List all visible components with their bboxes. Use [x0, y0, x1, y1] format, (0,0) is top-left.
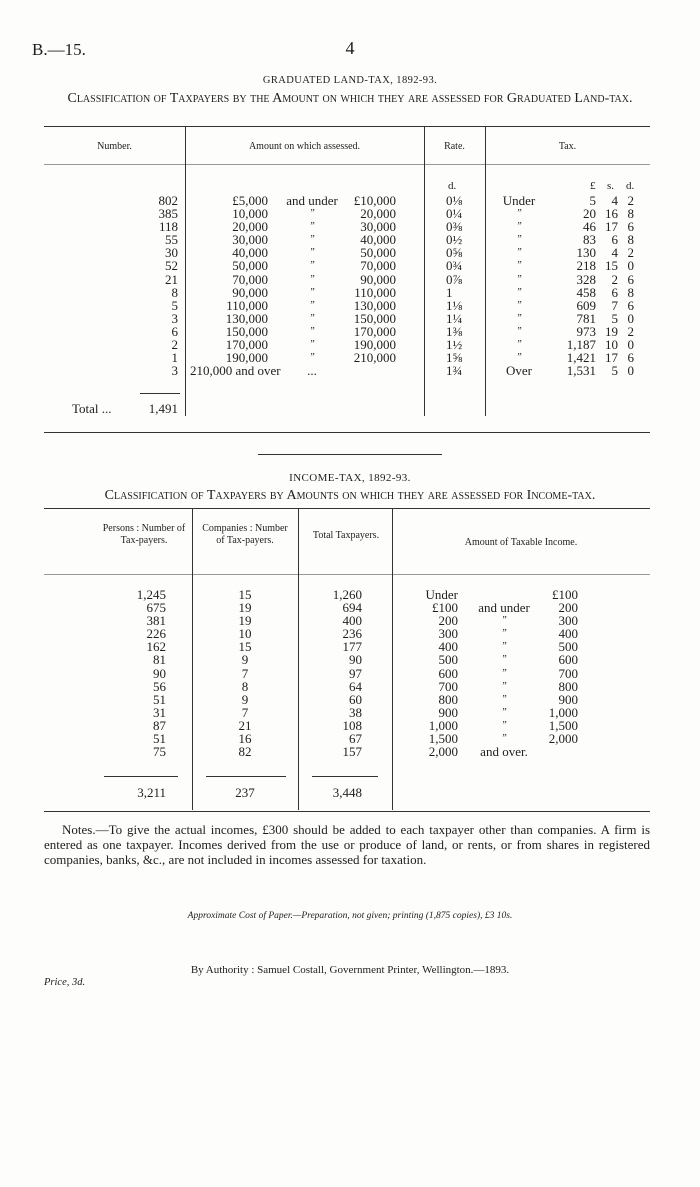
income-mid-cell: ”: [501, 615, 507, 627]
land-amount-to-cell: 110,000: [354, 284, 396, 300]
land-tax-shillings-cell: 5: [611, 310, 618, 326]
income-from-cell: 600: [438, 665, 458, 681]
land-tax-pounds-cell: 973: [576, 323, 596, 339]
income-persons-cell: 381: [146, 613, 166, 629]
land-rate-cell: 0⅝: [446, 245, 463, 261]
income-from-cell: £100: [432, 600, 458, 616]
land-amount-from-column: [190, 193, 281, 379]
income-persons-cell: 675: [146, 600, 166, 616]
land-amount-to-cell: [330, 364, 396, 377]
land-col-divider: [185, 126, 186, 416]
income-from-cell: 1,000: [428, 717, 458, 733]
land-amount-mid-cell: ”: [309, 221, 315, 233]
income-sum-persons: 3,211: [137, 785, 166, 800]
land-tax-prefix-cell: ”: [516, 234, 522, 246]
land-rate-cell: 1¾: [446, 363, 463, 379]
income-persons-column: [100, 588, 166, 758]
income-totals-cell: 97: [349, 665, 362, 681]
land-tax-prefix-cell: ”: [516, 339, 522, 351]
land-amount-mid-cell: ”: [309, 208, 315, 220]
land-amount-mid-cell: ”: [309, 247, 315, 259]
land-tax-prefix-cell: ”: [516, 352, 522, 364]
income-to-cell: 300: [558, 613, 578, 629]
income-mid-cell: ”: [501, 719, 507, 731]
land-tax-prefix-cell: ”: [516, 221, 522, 233]
income-totals-cell: 400: [342, 613, 362, 629]
land-tax-prefix-column: [494, 194, 544, 377]
income-companies-column: [220, 588, 270, 758]
land-tax-pounds-column: [548, 194, 596, 377]
income-totals-cell: 108: [342, 717, 362, 733]
income-col-divider: [298, 508, 299, 810]
land-number-cell: 5: [171, 297, 178, 313]
land-tax-prefix-cell: ”: [516, 208, 522, 220]
land-amount-from-cell: 110,000: [226, 297, 268, 313]
income-sum-rule: [104, 776, 178, 777]
land-table-top-rule: [44, 126, 650, 127]
land-number-cell: 52: [165, 258, 178, 274]
income-to-cell: 1,500: [548, 717, 578, 733]
land-tax-prefix-cell: ”: [516, 312, 522, 324]
land-tax-shillings-column: [598, 194, 618, 377]
income-totals-column: [318, 588, 362, 758]
income-persons-cell: 51: [153, 731, 166, 747]
land-tax-shillings-cell: 19: [605, 323, 618, 339]
income-totals-cell: 38: [349, 704, 362, 720]
income-to-cell: £100: [552, 587, 578, 602]
land-number-cell: 1: [171, 350, 178, 366]
land-tax-shillings-cell: 17: [605, 219, 618, 235]
document-reference: B.—15.: [32, 40, 86, 59]
land-amount-mid-cell: ”: [309, 286, 315, 298]
land-rate-cell: 0⅜: [446, 219, 463, 235]
land-rate-cell: 1¼: [446, 310, 463, 326]
section-separator: [258, 454, 442, 455]
land-number-cell: 55: [165, 232, 178, 248]
land-amount-from-cell: 70,000: [232, 271, 268, 287]
income-from-cell: Under: [425, 587, 458, 602]
land-amount-to-cell: 90,000: [360, 271, 396, 287]
income-persons-cell: 87: [153, 717, 166, 733]
land-amount-mid-cell: and under: [286, 193, 338, 208]
income-persons-cell: 51: [153, 691, 166, 707]
land-amount-from-cell: 210,000 and over: [190, 363, 281, 379]
land-amount-from-cell: 40,000: [232, 245, 268, 261]
income-companies-cell: 19: [238, 613, 252, 629]
income-sum-rule: [206, 776, 286, 777]
land-amount-mid-cell: ”: [309, 352, 315, 364]
land-number-cell: 6: [171, 323, 178, 339]
land-amount-mid-cell: ”: [309, 260, 315, 272]
land-amount-from-cell: 170,000: [225, 337, 268, 353]
income-to-cell: 2,000: [548, 731, 578, 747]
land-total-rule: [140, 393, 180, 394]
income-totals-cell: 177: [342, 639, 362, 655]
income-sum-total: 3,448: [332, 785, 362, 800]
land-tax-subtitle: Classification of Taxpayers by the Amount on which they are assessed for Graduated Land-tax.: [67, 91, 633, 106]
income-totals-cell: 90: [349, 652, 362, 668]
land-rate-cell: 0½: [446, 232, 463, 248]
printer-authority: By Authority : Samuel Costall, Government Printer, Wellington.—1893.: [190, 964, 510, 976]
income-tax-title: INCOME-TAX, 1892-93.: [289, 472, 411, 484]
land-amount-from-cell: 190,000: [225, 350, 268, 366]
income-to-cell: 400: [558, 626, 578, 642]
income-table-head-rule: [44, 574, 650, 575]
income-companies-cell: 19: [238, 600, 252, 616]
income-col-divider: [392, 508, 393, 810]
land-tax-pounds-cell: 328: [576, 271, 596, 287]
land-amount-to-cell: 130,000: [353, 297, 396, 313]
income-from-cell: 700: [438, 678, 458, 694]
land-tax-pounds-cell: 1,421: [566, 350, 596, 366]
income-totals-cell: 157: [342, 744, 362, 760]
land-tax-prefix-cell: Over: [506, 363, 532, 379]
income-mid-cell: ”: [501, 628, 507, 640]
price: Price, 3d.: [44, 977, 86, 988]
land-tax-shillings-cell: 17: [605, 350, 618, 366]
land-tax-shillings-cell: 6: [611, 232, 618, 248]
income-companies-cell: 21: [238, 717, 252, 733]
income-totals-cell: 694: [342, 600, 362, 616]
income-header-persons: Persons : Number of Tax-payers.: [102, 523, 186, 546]
income-persons-cell: 226: [146, 626, 166, 642]
land-number-cell: 8: [171, 284, 178, 300]
land-rate-cell: 1: [446, 284, 453, 300]
land-number-cell: 385: [158, 206, 178, 222]
land-number-cell: 2: [171, 337, 178, 353]
income-companies-cell: 7: [241, 704, 249, 720]
land-amount-from-cell: 130,000: [225, 310, 268, 326]
land-tax-pence-cell: 8: [627, 284, 634, 300]
income-persons-cell: 31: [153, 704, 166, 720]
income-from-cell: 900: [438, 704, 458, 720]
land-tax-pence-cell: 8: [627, 206, 634, 222]
income-from-cell: 300: [438, 626, 458, 642]
tax-unit-pence: d.: [626, 180, 635, 192]
income-totals-cell: 236: [342, 626, 362, 642]
page-number: 4: [345, 38, 355, 58]
land-rate-cell: 0⅞: [446, 271, 463, 287]
land-amount-mid-cell: ”: [309, 339, 315, 351]
income-header-companies: Companies : Number of Tax-payers.: [202, 523, 288, 546]
income-totals-cell: 60: [349, 691, 362, 707]
land-tax-title: GRADUATED LAND-TAX, 1892-93.: [262, 75, 438, 86]
land-col-divider: [485, 126, 486, 416]
income-sum-companies: 237: [235, 785, 255, 800]
income-companies-cell: 16: [238, 731, 252, 747]
land-rate-cell: 0¾: [446, 258, 463, 274]
land-amount-to-cell: 170,000: [353, 323, 396, 339]
land-tax-shillings-cell: 6: [611, 284, 618, 300]
rate-unit: d.: [448, 180, 457, 192]
land-amount-from-cell: 30,000: [232, 232, 268, 248]
land-tax-prefix-cell: ”: [516, 286, 522, 298]
land-tax-pounds-cell: 781: [576, 310, 596, 326]
income-mid-cell: ”: [501, 667, 507, 679]
income-tax-subtitle: Classification of Taxpayers by Amounts on which they are assessed for Income-tax.: [104, 488, 596, 503]
land-amount-from-cell: 20,000: [232, 219, 268, 235]
land-tax-pence-cell: 8: [627, 232, 634, 248]
income-companies-cell: 8: [241, 678, 249, 694]
income-companies-cell: 9: [241, 652, 249, 668]
approximate-cost: Approximate Cost of Paper.—Preparation, not given; printing (1,875 copies), £3 10s.: [187, 911, 513, 921]
land-total-label: Total ...: [72, 401, 112, 416]
land-amount-from-cell: £5,000: [232, 193, 268, 208]
income-to-cell: 700: [558, 665, 578, 681]
income-persons-cell: 1,245: [136, 587, 166, 602]
land-total-value: 1,491: [148, 401, 178, 416]
land-tax-pence-cell: 2: [627, 245, 634, 261]
income-totals-cell: 64: [349, 678, 362, 694]
land-col-divider: [424, 126, 425, 416]
income-from-cell: 400: [438, 639, 458, 655]
income-sum-rule: [312, 776, 378, 777]
land-table-bottom-rule: [44, 432, 650, 433]
land-tax-prefix-cell: ”: [516, 273, 522, 285]
land-rate-cell: 0⅛: [446, 193, 463, 208]
land-amount-from-cell: 50,000: [232, 258, 268, 274]
income-companies-cell: 15: [238, 587, 252, 602]
income-to-cell: 500: [558, 639, 578, 655]
income-totals-cell: 1,260: [332, 587, 362, 602]
income-from-cell: 2,000: [428, 744, 458, 760]
land-tax-shillings-cell: 10: [605, 337, 618, 353]
land-tax-shillings-cell: 5: [611, 363, 618, 379]
income-to-cell: 200: [558, 600, 578, 616]
income-from-cell: 200: [438, 613, 458, 629]
income-col-divider: [192, 508, 193, 810]
income-persons-cell: 56: [153, 678, 166, 694]
income-table-top-rule: [44, 508, 650, 509]
land-rate-cell: 1⅜: [446, 323, 463, 339]
land-number-cell: 3: [171, 363, 178, 379]
income-from-cell: 1,500: [428, 731, 458, 747]
land-header-tax: Tax.: [558, 141, 577, 152]
land-number-cell: 21: [165, 271, 178, 287]
land-number-cell: 118: [158, 219, 178, 235]
income-persons-cell: 81: [153, 652, 166, 668]
income-companies-cell: 9: [241, 691, 249, 707]
land-tax-pounds-cell: 458: [576, 284, 596, 300]
income-to-cell: 800: [558, 678, 578, 694]
land-amount-to-cell: 30,000: [360, 219, 396, 235]
land-tax-shillings-cell: 16: [605, 206, 618, 222]
notes-paragraph: Notes.—To give the actual incomes, £300 should be added to each taxpayer other than companies. A firm is entered as one taxpayer. Incomes derived from the use or produce of land, or rents, or from shares in registered companies, banks, &c., are not included in incomes assessed for taxation.: [44, 822, 650, 867]
land-number-cell: 30: [165, 245, 178, 261]
land-tax-pence-cell: 0: [627, 337, 634, 353]
land-tax-pence-cell: 6: [627, 297, 634, 313]
income-companies-cell: 82: [238, 744, 252, 760]
land-tax-pence-column: [620, 194, 634, 377]
land-tax-prefix-cell: Under: [502, 193, 536, 208]
land-amount-from-cell: 10,000: [232, 206, 268, 222]
land-header-number: Number.: [97, 141, 132, 152]
land-tax-shillings-cell: 15: [605, 258, 618, 274]
land-amount-to-cell: 210,000: [353, 350, 396, 366]
land-tax-pounds-cell: 218: [576, 258, 596, 274]
income-companies-cell: 10: [238, 626, 252, 642]
land-tax-pence-cell: 6: [627, 271, 634, 287]
income-mid-cell: ”: [501, 693, 507, 705]
land-amount-to-cell: £10,000: [353, 193, 396, 208]
income-mid-cell: ”: [501, 733, 507, 745]
land-amount-to-column: [330, 194, 396, 377]
income-to-cell: 600: [558, 652, 578, 668]
land-amount-to-cell: 50,000: [360, 245, 396, 261]
income-mid-cell: ”: [501, 641, 507, 653]
income-from-cell: 500: [438, 652, 458, 668]
income-companies-cell: 7: [241, 665, 249, 681]
income-persons-cell: 90: [153, 665, 166, 681]
tax-unit-shillings: s.: [607, 180, 615, 192]
land-tax-prefix-cell: ”: [516, 247, 522, 259]
land-amount-to-cell: 20,000: [360, 206, 396, 222]
income-from-column: [404, 588, 458, 758]
land-rate-column: [446, 194, 476, 377]
tax-unit-pounds: £: [590, 180, 596, 192]
land-tax-shillings-cell: 4: [611, 193, 618, 208]
land-number-cell: 3: [171, 310, 178, 326]
land-amount-mid-cell: ”: [309, 273, 315, 285]
land-tax-prefix-cell: ”: [516, 325, 522, 337]
land-number-column: [120, 194, 178, 377]
land-tax-pounds-cell: 46: [583, 219, 596, 235]
land-tax-shillings-cell: 2: [611, 271, 618, 287]
income-from-cell: 800: [438, 691, 458, 707]
land-amount-from-cell: 150,000: [225, 323, 268, 339]
land-amount-from-cell: 90,000: [232, 284, 268, 300]
income-to-column: [530, 588, 578, 758]
land-tax-pence-cell: 2: [627, 193, 634, 208]
land-tax-pence-cell: 0: [627, 310, 634, 326]
income-mid-cell: ”: [501, 706, 507, 718]
land-rate-cell: 1½: [446, 337, 463, 353]
land-tax-pounds-cell: 20: [583, 206, 596, 222]
land-rate-cell: 1⅛: [446, 297, 463, 313]
income-to-cell: 1,000: [548, 704, 578, 720]
income-totals-cell: 67: [349, 731, 362, 747]
income-mid-cell: ”: [501, 680, 507, 692]
land-tax-pounds-cell: 1,187: [566, 337, 596, 353]
land-tax-prefix-cell: ”: [516, 299, 522, 311]
land-amount-to-cell: 70,000: [360, 258, 396, 274]
income-to-cell: 900: [558, 691, 578, 707]
income-mid-cell: and under: [478, 600, 530, 616]
land-rate-cell: 1⅝: [446, 350, 463, 366]
land-tax-prefix-cell: ”: [516, 260, 522, 272]
income-persons-cell: 162: [146, 639, 166, 655]
land-amount-to-cell: 150,000: [353, 310, 396, 326]
land-tax-pence-cell: 0: [627, 363, 634, 379]
land-tax-pence-cell: 6: [627, 350, 634, 366]
income-header-amount: Amount of Taxable Income.: [464, 537, 578, 548]
income-to-cell: [530, 745, 578, 758]
land-amount-mid-cell: ...: [307, 363, 317, 379]
land-tax-shillings-cell: 7: [611, 297, 618, 313]
land-tax-shillings-cell: 4: [611, 245, 618, 261]
land-amount-mid-cell: ”: [309, 325, 315, 337]
land-tax-pounds-cell: 83: [583, 232, 596, 248]
income-header-total: Total Taxpayers.: [312, 530, 380, 541]
land-tax-pounds-cell: 5: [589, 193, 596, 208]
land-amount-to-cell: 40,000: [360, 232, 396, 248]
land-header-rate: Rate.: [444, 141, 465, 152]
land-tax-pounds-cell: 609: [576, 297, 596, 313]
land-rate-cell: 0¼: [446, 206, 463, 222]
land-amount-mid-cell: ”: [309, 312, 315, 324]
land-tax-pence-cell: 6: [627, 219, 634, 235]
land-tax-pence-cell: 2: [627, 323, 634, 339]
land-tax-pounds-cell: 130: [576, 245, 596, 261]
land-header-amount: Amount on which assessed.: [248, 141, 361, 152]
land-amount-to-cell: 190,000: [353, 337, 396, 353]
income-mid-cell: ”: [501, 654, 507, 666]
land-table-head-rule: [44, 164, 650, 165]
land-tax-pounds-cell: 1,531: [566, 363, 596, 379]
income-table-bottom-rule: [44, 811, 650, 812]
land-tax-pence-cell: 0: [627, 258, 634, 274]
income-persons-cell: 75: [153, 744, 166, 760]
income-companies-cell: 15: [238, 639, 252, 655]
land-amount-mid-cell: ”: [309, 234, 315, 246]
land-amount-mid-cell: ”: [309, 299, 315, 311]
land-number-cell: 802: [158, 193, 178, 208]
income-mid-cell: and over.: [480, 744, 528, 760]
